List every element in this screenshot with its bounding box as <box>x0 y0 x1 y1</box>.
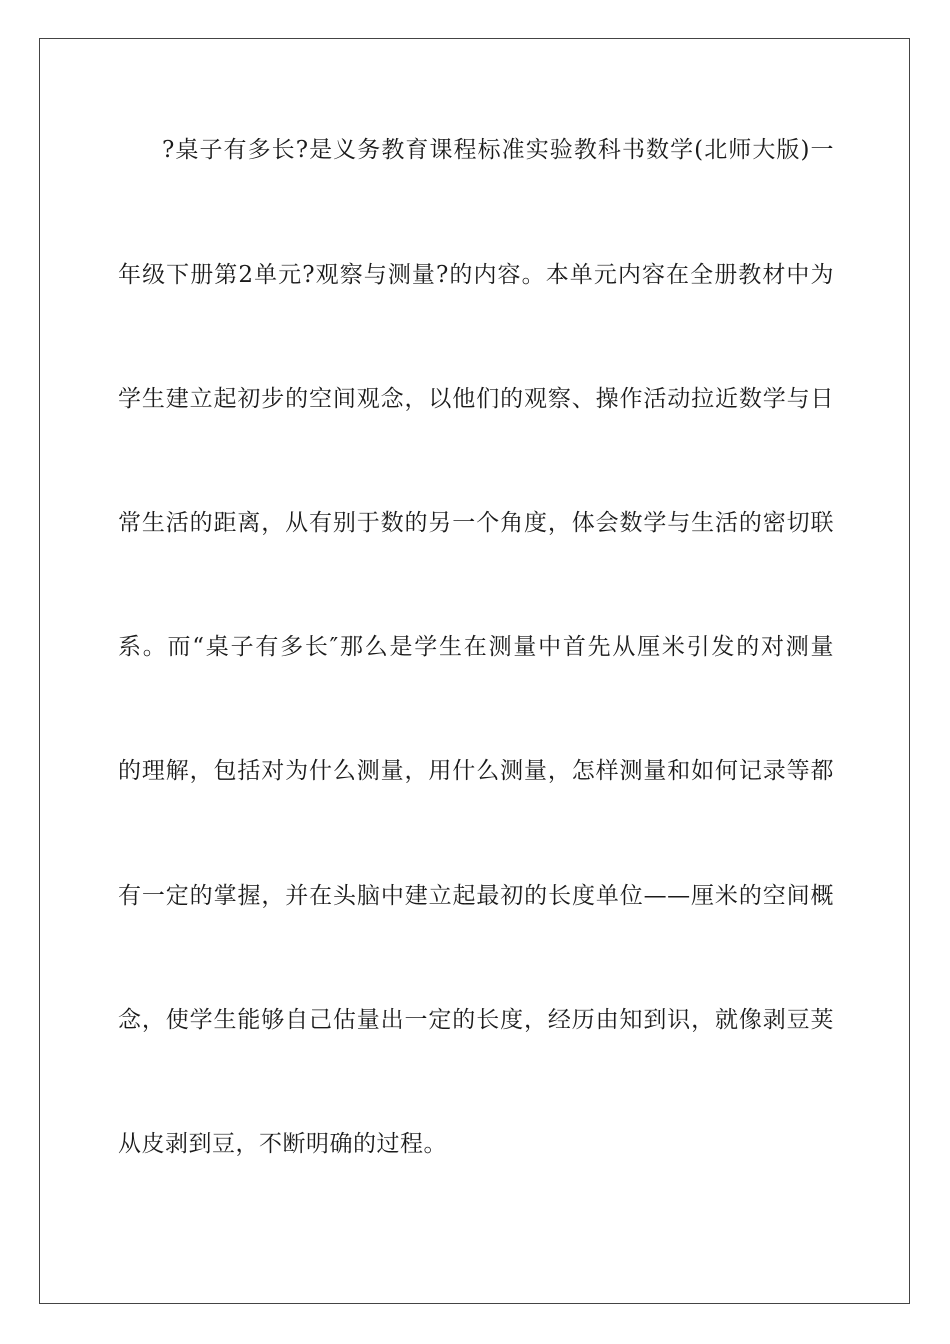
paragraph-line-7: 有一定的掌握，并在头脑中建立起最初的长度单位——厘米的空间概 <box>118 883 834 909</box>
page-border <box>39 38 910 1304</box>
paragraph-line-9: 从皮剥到豆，不断明确的过程。 <box>118 1131 447 1157</box>
paragraph-line-8: 念，使学生能够自己估量出一定的长度，经历由知到识，就像剥豆荚 <box>118 1007 834 1033</box>
paragraph-line-2: 年级下册第2单元?观察与测量?的内容。本单元内容在全册教材中为 <box>118 262 834 288</box>
paragraph-line-3: 学生建立起初步的空间观念，以他们的观察、操作活动拉近数学与日 <box>118 386 834 412</box>
paragraph-line-1: ?桌子有多长?是义务教育课程标准实验教科书数学(北师大版)一 <box>162 137 834 163</box>
paragraph-line-4: 常生活的距离，从有别于数的另一个角度，体会数学与生活的密切联 <box>118 510 834 536</box>
paragraph-line-5: 系。而“桌子有多长″那么是学生在测量中首先从厘米引发的对测量 <box>118 634 834 660</box>
paragraph-line-6: 的理解，包括对为什么测量，用什么测量，怎样测量和如何记录等都 <box>118 758 834 784</box>
